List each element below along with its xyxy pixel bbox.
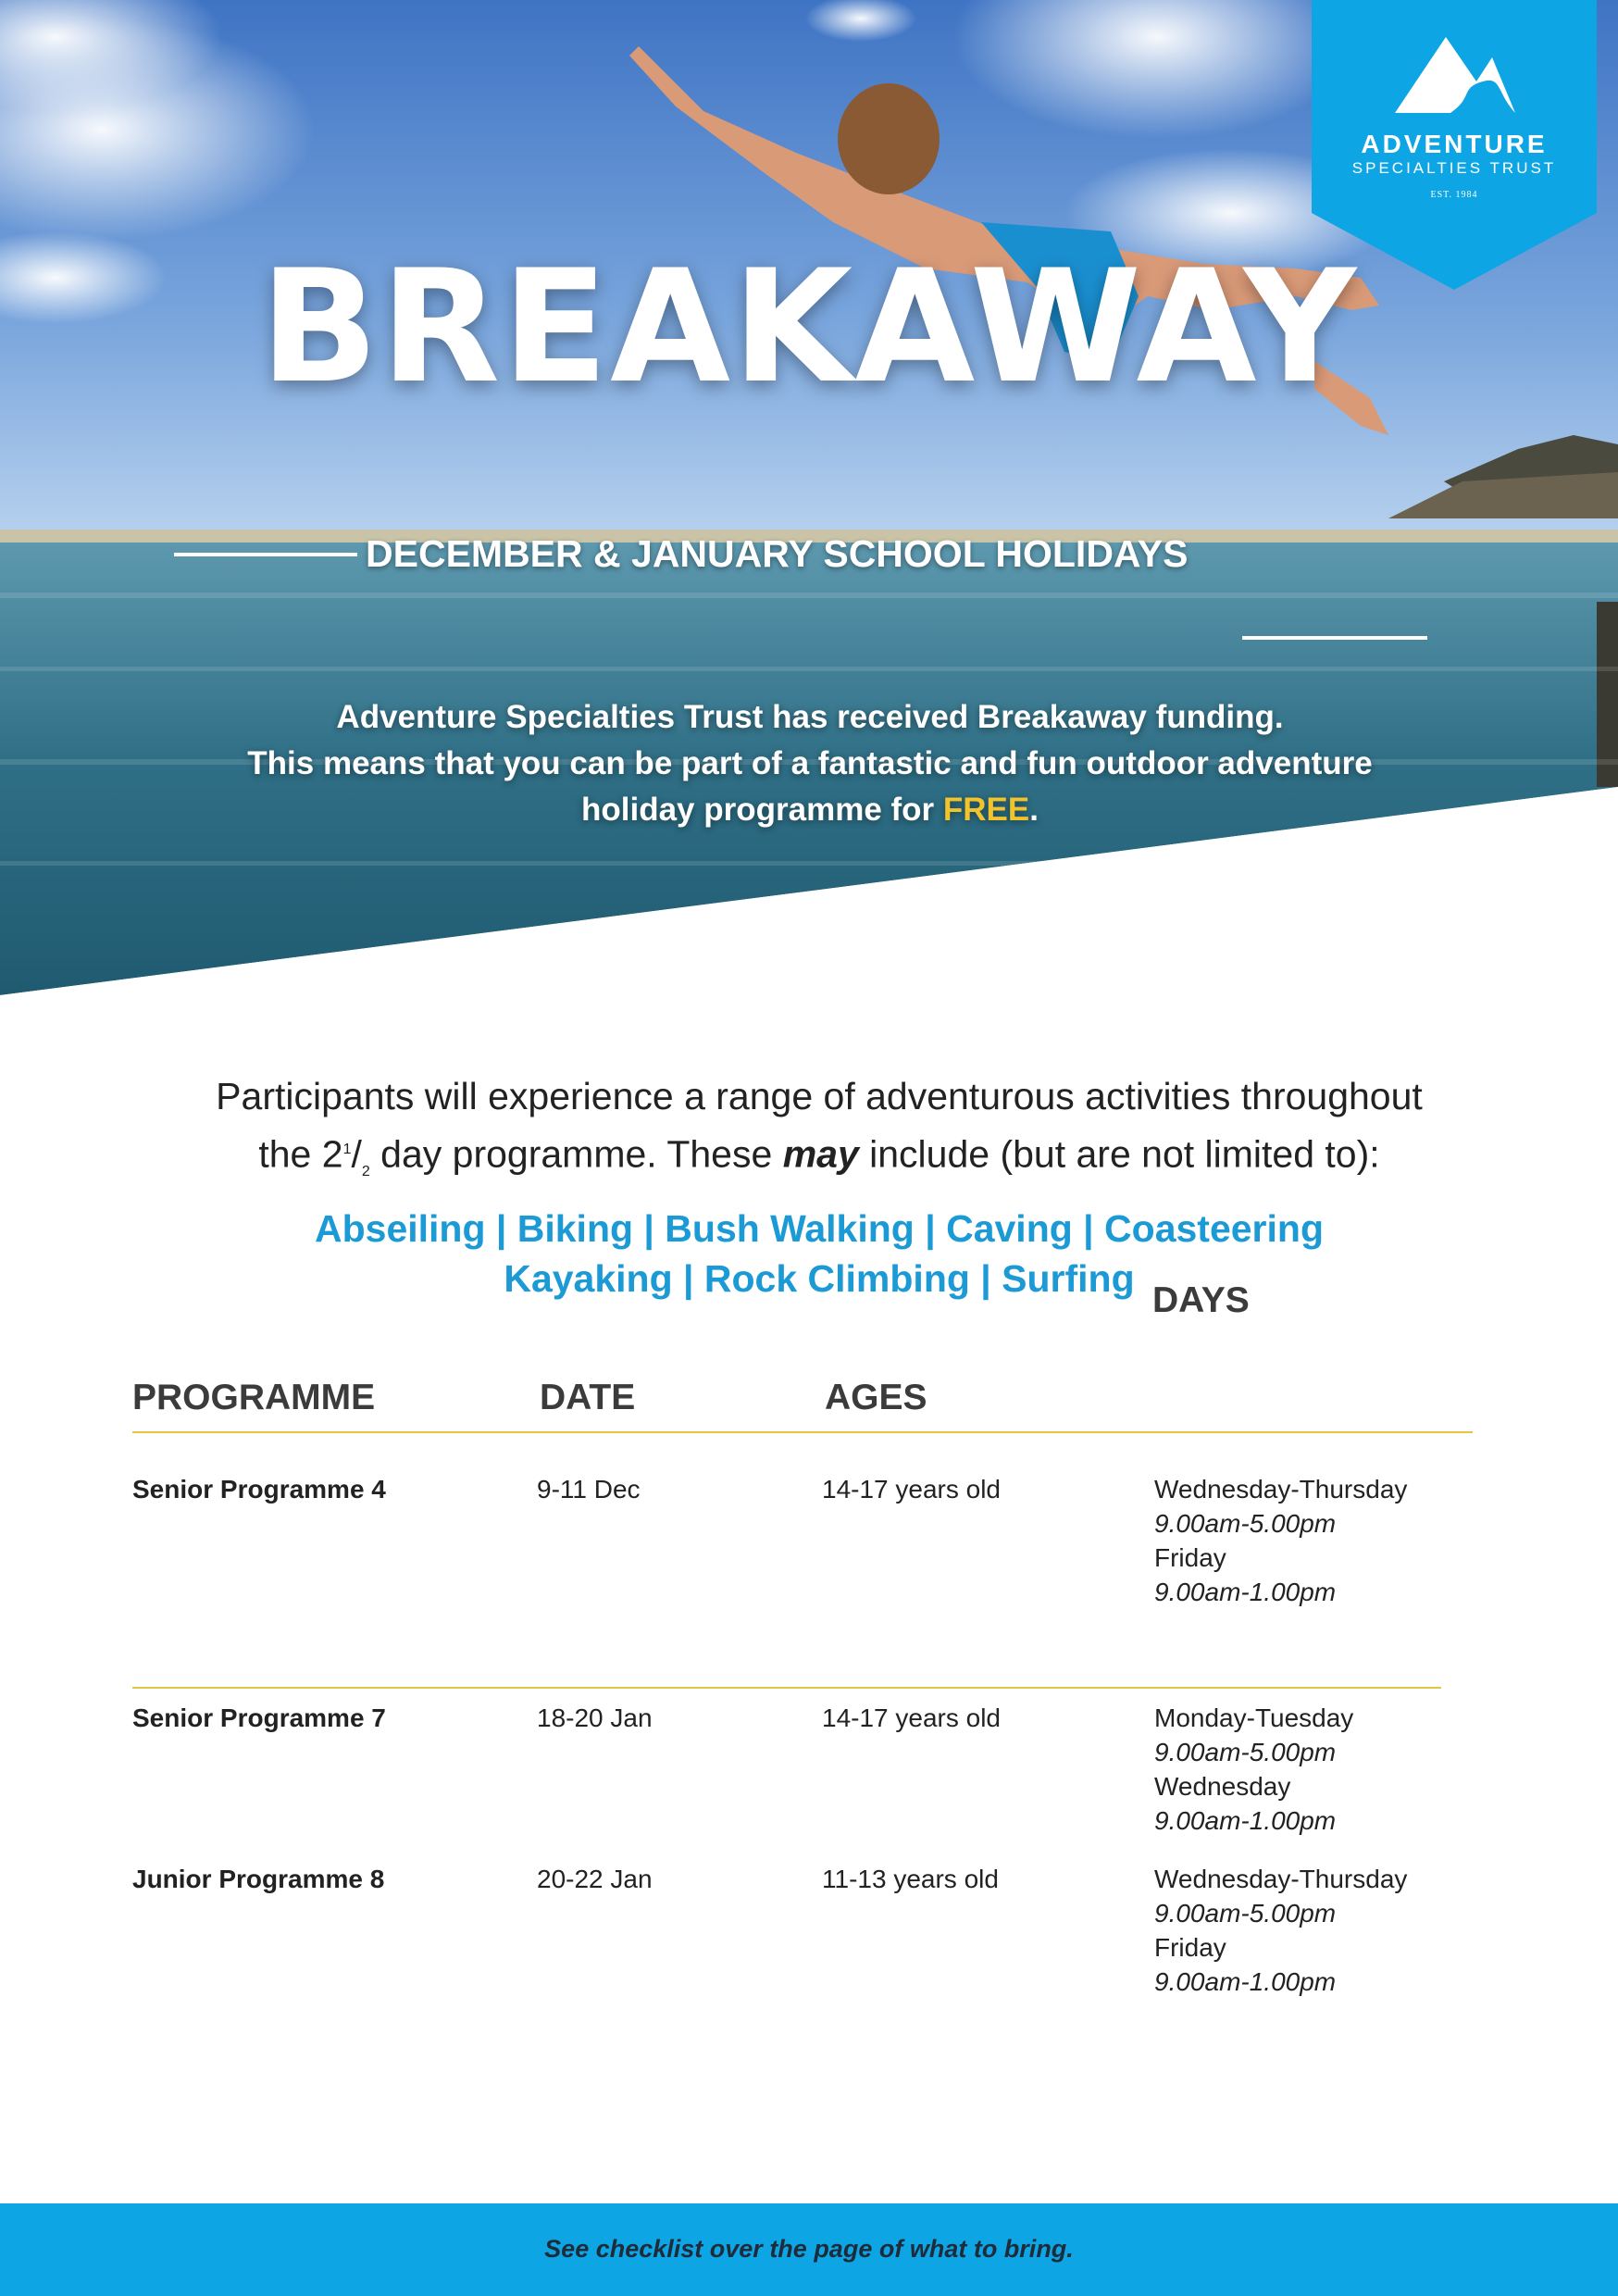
- activities-line-2: Kayaking | Rock Climbing | Surfing: [504, 1257, 1135, 1300]
- row-day-2: Friday: [1154, 1543, 1226, 1572]
- row-days: [1154, 1862, 1407, 1999]
- hero-banner: [0, 0, 1618, 995]
- row-time-1: 9.00am-5.00pm: [1154, 1738, 1337, 1766]
- funding-statement: [185, 694, 1435, 833]
- header-programme: PROGRAMME: [132, 1378, 376, 1417]
- subtitle: DECEMBER & JANUARY SCHOOL HOLIDAYS: [366, 532, 1189, 575]
- intro-line-1: Participants will experience a range of adventurous activities throughout: [216, 1075, 1423, 1117]
- header-divider: [132, 1431, 1473, 1433]
- header-days: DAYS: [1152, 1280, 1250, 1320]
- fraction-denominator: 2: [361, 1163, 370, 1179]
- subtitle-rule-right: [1242, 636, 1427, 640]
- row-ages: 14-17 years old: [822, 1703, 1002, 1732]
- row-days: [1154, 1701, 1353, 1838]
- funding-line-2: This means that you can be part of a fantastic and fun outdoor adventure: [247, 745, 1373, 781]
- funding-line-1: Adventure Specialties Trust has received Breakaway funding.: [336, 699, 1284, 735]
- header-date: DATE: [540, 1378, 636, 1417]
- intro-line-2-prefix: the 2: [258, 1132, 343, 1176]
- intro-line-2: the $2^1/_2$ day programme. These may include (but are not limited to):: [258, 1132, 1380, 1179]
- row-days: [1154, 1472, 1407, 1609]
- row-date: 18-20 Jan: [537, 1703, 653, 1732]
- footer-note: See checklist over the page of what to bring.: [544, 2235, 1074, 2263]
- funding-line-3-prefix: holiday programme for: [581, 792, 943, 828]
- row-day-1: Monday-Tuesday: [1154, 1703, 1354, 1732]
- intro-line-2-suffix: include (but are not limited to):: [858, 1132, 1380, 1176]
- row-programme: Senior Programme 7: [132, 1703, 386, 1732]
- row-ages: 14-17 years old: [822, 1475, 1002, 1504]
- subtitle-rule-left: [174, 553, 357, 556]
- row-time-1: 9.00am-5.00pm: [1154, 1509, 1337, 1538]
- row-ages: 11-13 years old: [822, 1865, 999, 1893]
- row-time-2: 9.00am-1.00pm: [1154, 1967, 1337, 1996]
- funding-line-3-suffix: .: [1029, 792, 1039, 828]
- row-divider: [132, 1687, 1441, 1689]
- row-date: 20-22 Jan: [537, 1865, 653, 1893]
- intro-line-2-mid: day programme. These: [369, 1132, 783, 1176]
- activities-line-1: Abseiling | Biking | Bush Walking | Caving | Coasteering: [314, 1207, 1324, 1250]
- row-day-1: Wednesday-Thursday: [1154, 1865, 1408, 1893]
- logo-name-line-1: ADVENTURE: [1361, 130, 1548, 158]
- free-highlight: FREE: [942, 792, 1030, 828]
- footer-bar: [0, 2203, 1618, 2296]
- row-programme: Senior Programme 4: [132, 1475, 386, 1504]
- funding-line-3: [185, 787, 1435, 833]
- row-time-1: 9.00am-5.00pm: [1154, 1899, 1337, 1928]
- row-day-2: Friday: [1154, 1933, 1226, 1962]
- header-ages: AGES: [825, 1378, 927, 1417]
- row-day-2: Wednesday: [1154, 1772, 1291, 1801]
- row-date: 9-11 Dec: [537, 1475, 641, 1504]
- row-day-1: Wednesday-Thursday: [1154, 1475, 1408, 1504]
- page-title: BREAKAWAY: [259, 236, 1359, 418]
- fraction-numerator: 1: [342, 1142, 352, 1157]
- logo-established: EST. 1984: [1430, 190, 1478, 200]
- row-time-2: 9.00am-1.00pm: [1154, 1806, 1337, 1835]
- logo-name-line-2: SPECIALTIES TRUST: [1351, 159, 1557, 177]
- brand-logo: [1312, 0, 1597, 290]
- intro-emphasis: may: [782, 1132, 859, 1176]
- row-time-2: 9.00am-1.00pm: [1154, 1578, 1337, 1606]
- row-programme: Junior Programme 8: [132, 1865, 385, 1893]
- intro-paragraph: [148, 1069, 1490, 1199]
